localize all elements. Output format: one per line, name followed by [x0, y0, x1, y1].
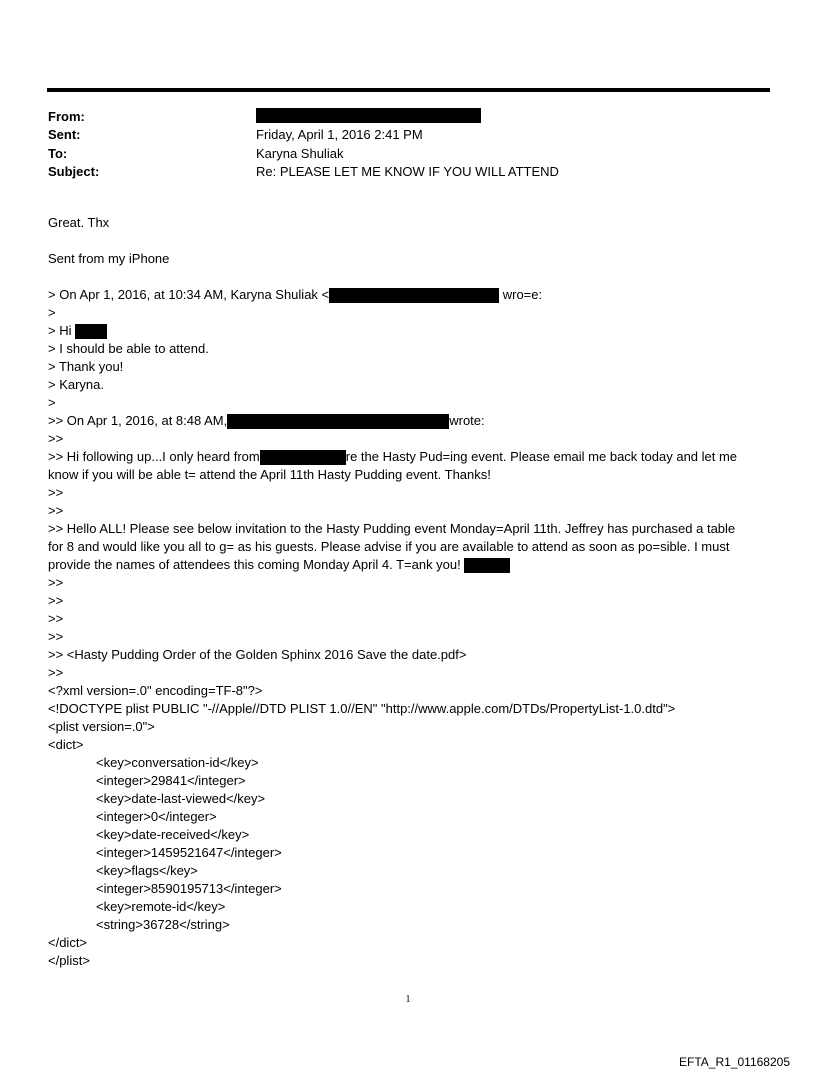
- body-line: for 8 and would like you all to g= as his guests. Please advise if you are available to attend as soon as po=sible. I must: [48, 539, 730, 554]
- body-line: <key>conversation-id</key>: [96, 755, 259, 770]
- subject-value: Re: PLEASE LET ME KNOW IF YOU WILL ATTEND: [256, 163, 559, 179]
- page-number: 1: [405, 994, 411, 1005]
- body-line: >>: [48, 629, 64, 644]
- header-rule: [47, 88, 770, 92]
- redaction-box: [256, 108, 481, 123]
- body-line: > I should be able to attend.: [48, 341, 209, 356]
- bates-stamp: EFTA_R1_01168205: [679, 1055, 790, 1069]
- body-line: </dict>: [48, 935, 88, 950]
- body-line: >: [48, 395, 56, 410]
- body-line: Sent from my iPhone: [48, 251, 170, 266]
- subject-label: Subject:: [48, 163, 100, 179]
- body-line: >>: [48, 503, 64, 518]
- body-line: >>: [48, 665, 64, 680]
- body-line: <dict>: [48, 737, 84, 752]
- body-line: <!DOCTYPE plist PUBLIC "-//Apple//DTD PLIST 1.0//EN" "http://www.apple.com/DTDs/PropertyList-1.0.dtd">: [48, 701, 676, 716]
- to-label: To:: [48, 145, 68, 161]
- body-line: > Karyna.: [48, 377, 105, 392]
- from-label: From:: [48, 109, 85, 124]
- body-line: >> <Hasty Pudding Order of the Golden Sphinx 2016 Save the date.pdf>: [48, 647, 467, 662]
- from-row: [48, 108, 768, 126]
- body-line: <integer>8590195713</integer>: [96, 881, 282, 896]
- body-line: <key>date-last-viewed</key>: [96, 791, 266, 806]
- body-line: <integer>1459521647</integer>: [96, 845, 282, 860]
- body-line: > On Apr 1, 2016, at 10:34 AM, Karyna Shuliak < wro=e:: [48, 287, 543, 302]
- body-line: <key>flags</key>: [96, 863, 198, 878]
- body-line: <string>36728</string>: [96, 917, 230, 932]
- body-line: >> Hi following up...I only heard from re the Hasty Pud=ing event. Please email me back today and let me: [48, 449, 738, 464]
- body-line: >>: [48, 575, 64, 590]
- body-line: >> Hello ALL! Please see below invitation to the Hasty Pudding event Monday=April 11th. Jeffrey has purchased a table: [48, 521, 736, 536]
- body-line: <plist version=.0">: [48, 719, 155, 734]
- body-line: know if you will be able t= attend the April 11th Hasty Pudding event. Thanks!: [48, 467, 491, 482]
- body-line: >>: [48, 431, 64, 446]
- sent-row: [48, 126, 768, 144]
- redaction-box: [329, 288, 499, 303]
- body-line: >>: [48, 593, 64, 608]
- body-line: <key>date-received</key>: [96, 827, 250, 842]
- email-header: [48, 108, 768, 181]
- body-line: </plist>: [48, 953, 90, 968]
- redaction-box: [227, 414, 449, 429]
- body-line: <integer>0</integer>: [96, 809, 217, 824]
- body-line: >: [48, 305, 56, 320]
- email-body: [48, 214, 772, 970]
- body-line: > Thank you!: [48, 359, 124, 374]
- body-line: >> On Apr 1, 2016, at 8:48 AM, wrote:: [48, 413, 485, 428]
- subject-row: [48, 163, 768, 181]
- sent-value: Friday, April 1, 2016 2:41 PM: [256, 127, 423, 143]
- body-line: <integer>29841</integer>: [96, 773, 246, 788]
- body-line: provide the names of attendees this coming Monday April 4. T=ank you!: [48, 556, 772, 574]
- redaction-box: [75, 324, 107, 339]
- to-value: Karyna Shuliak: [256, 145, 344, 161]
- sent-label: Sent:: [48, 127, 81, 143]
- body-line: >>: [48, 485, 64, 500]
- to-row: [48, 145, 768, 163]
- body-line: > Hi: [48, 322, 772, 340]
- redaction-box: [464, 558, 510, 573]
- body-line: Great. Thx: [48, 215, 110, 230]
- body-line: <?xml version=.0" encoding=TF-8"?>: [48, 683, 263, 698]
- redaction-box: [260, 450, 346, 465]
- body-line: >>: [48, 611, 64, 626]
- body-line: <key>remote-id</key>: [96, 899, 226, 914]
